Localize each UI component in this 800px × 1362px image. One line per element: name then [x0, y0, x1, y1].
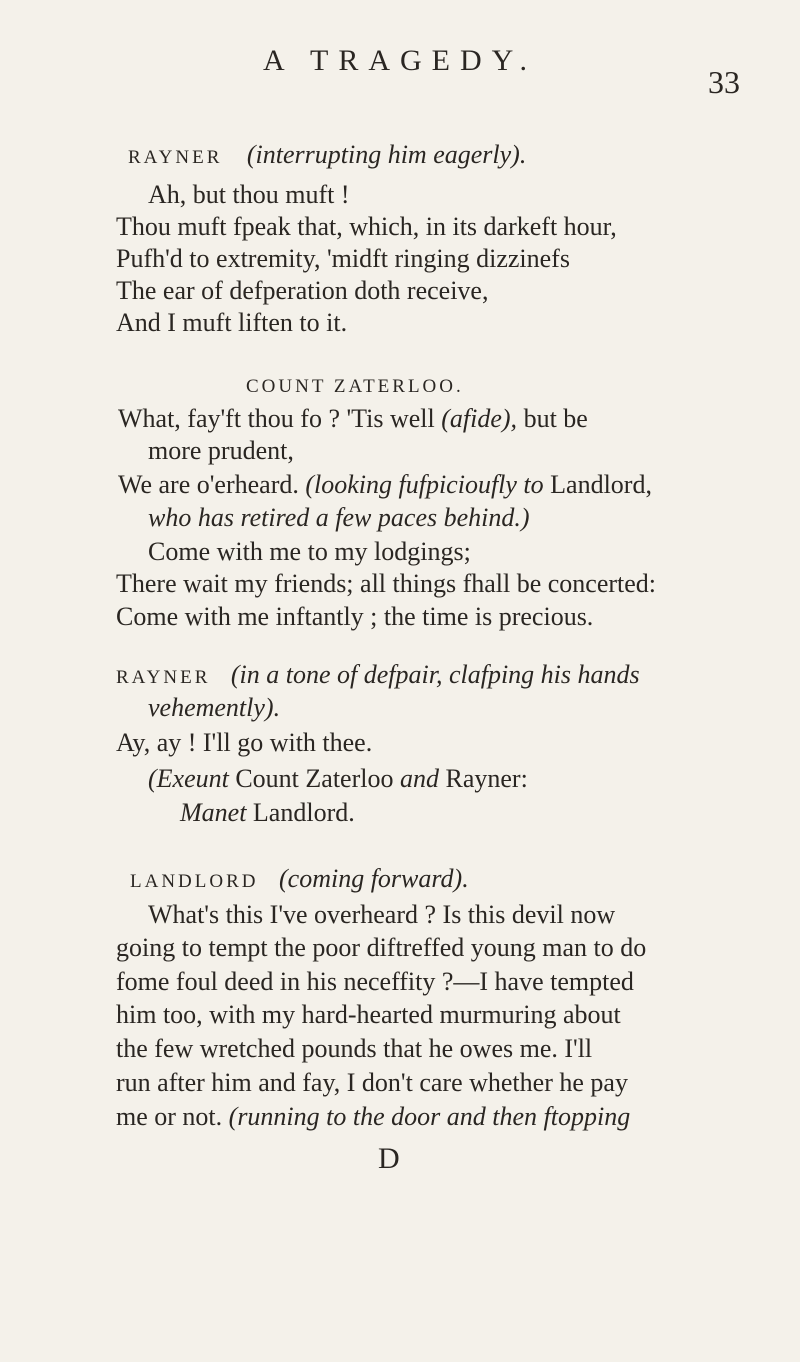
verse-line: The ear of defperation doth receive,: [116, 276, 489, 305]
speaker-line-landlord: [130, 864, 469, 897]
verse-line: Come with me inftantly ; the time is precious.: [116, 602, 594, 631]
verse-line: Come with me to my lodgings;: [148, 537, 471, 566]
page-number: 33: [708, 64, 740, 100]
verse-line: Thou muft fpeak that, which, in its darkeft hour,: [116, 212, 617, 241]
verse-line: [118, 404, 588, 434]
prose-line: [116, 1102, 630, 1132]
speaker-name: RAYNER: [116, 667, 211, 688]
verse-line: Ay, ay ! I'll go with thee.: [116, 728, 373, 757]
text-run: me or not.: [116, 1102, 223, 1131]
stage-direction: (looking fufpicioufly to: [305, 470, 544, 499]
speaker-line-rayner-2: [116, 660, 640, 693]
running-title: A TRAGEDY.: [263, 44, 537, 77]
verse-line: [118, 470, 652, 500]
stage-direction: (in a tone of defpair, clafping his hands: [230, 660, 640, 689]
prose-line: What's this I've overheard ? Is this devil now: [148, 900, 616, 929]
text-run: Landlord,: [550, 470, 652, 499]
text-run: but be: [523, 404, 588, 433]
stage-direction: Manet: [180, 798, 247, 827]
verse-line: more prudent,: [148, 436, 294, 465]
verse-line: There wait my friends; all things fhall be concerted:: [116, 569, 657, 598]
prose-line: him too, with my hard-hearted murmuring about: [116, 1000, 621, 1029]
exit-direction: [148, 764, 528, 794]
speaker-name: COUNT ZATERLOO.: [246, 376, 464, 397]
verse-line: Pufh'd to extremity, 'midft ringing dizzinefs: [116, 244, 570, 273]
text-run: What, fay'ft thou fo ? 'Tis well: [118, 404, 435, 433]
prose-line: the few wretched pounds that he owes me. I'll: [116, 1034, 593, 1063]
stage-direction: vehemently).: [148, 693, 281, 722]
text-run: Rayner:: [445, 764, 528, 793]
text-run: Landlord.: [252, 798, 355, 827]
stage-direction: and: [399, 764, 439, 793]
signature-mark: D: [378, 1142, 400, 1175]
text-run: Count Zaterloo: [235, 764, 394, 793]
speaker-name: RAYNER: [128, 147, 223, 168]
text-run: We are o'erheard.: [118, 470, 299, 499]
prose-line: fome foul deed in his neceffity ?—I have tempted: [116, 967, 634, 996]
stage-direction: who has retired a few paces behind.): [148, 503, 530, 532]
speaker-line-rayner-1: [128, 140, 526, 173]
stage-direction: (Exeunt: [148, 764, 229, 793]
prose-line: going to tempt the poor diftreffed young man to do: [116, 933, 647, 962]
verse-line: Ah, but thou muft !: [148, 180, 350, 209]
stage-direction: (coming forward).: [279, 864, 469, 893]
exit-direction-cont: [180, 798, 355, 828]
stage-direction: (afide),: [441, 404, 518, 433]
verse-line: And I muft liften to it.: [116, 308, 348, 337]
speaker-name: LANDLORD: [130, 871, 259, 892]
stage-direction: (running to the door and then ftopping: [228, 1102, 631, 1131]
stage-direction: (interrupting him eagerly).: [246, 140, 527, 169]
speaker-line-zaterloo: [246, 369, 464, 402]
prose-line: run after him and fay, I don't care whether he pay: [116, 1068, 628, 1097]
